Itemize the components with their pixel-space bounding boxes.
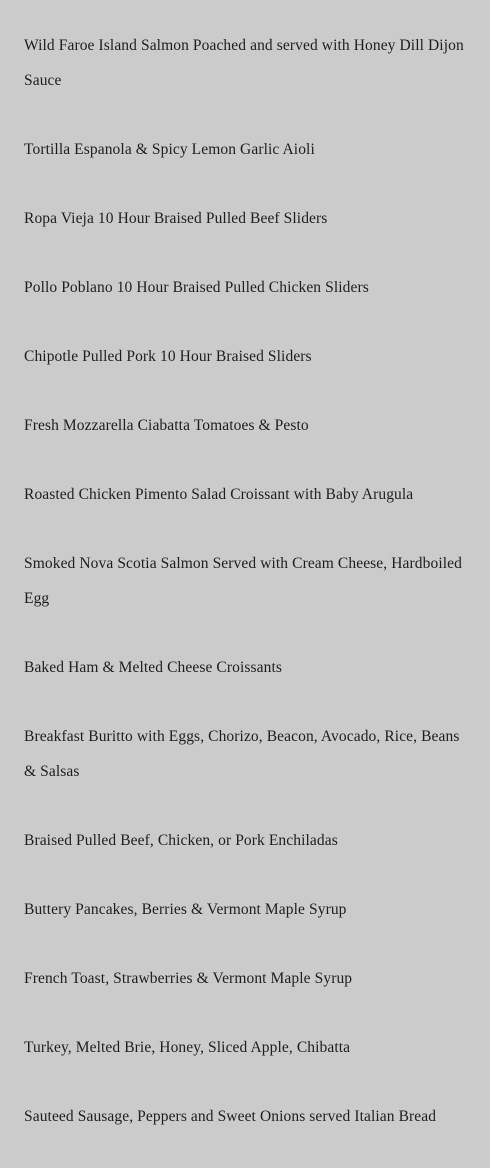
menu-item-mozzarella-ciabatta: Fresh Mozzarella Ciabatta Tomatoes & Pesto xyxy=(24,417,309,434)
menu-item-chipotle-pork-sliders: Chipotle Pulled Pork 10 Hour Braised Sliders xyxy=(24,348,312,365)
menu-item-pollo-poblano-sliders: Pollo Poblano 10 Hour Braised Pulled Chicken Sliders xyxy=(24,279,369,296)
menu-item-smoked-salmon: Smoked Nova Scotia Salmon Served with Cream Cheese, Hardboiled Egg xyxy=(24,555,462,607)
menu-item-pancakes: Buttery Pancakes, Berries & Vermont Maple Syrup xyxy=(24,901,347,918)
menu-item-ham-cheese-croissants: Baked Ham & Melted Cheese Croissants xyxy=(24,659,283,676)
menu-item-ropa-vieja-sliders: Ropa Vieja 10 Hour Braised Pulled Beef Sliders xyxy=(24,210,328,227)
menu-item-salmon-poached: Wild Faroe Island Salmon Poached and served with Honey Dill Dijon Sauce xyxy=(24,37,464,89)
menu-item-chicken-pimento-croissant: Roasted Chicken Pimento Salad Croissant with Baby Arugula xyxy=(24,486,414,503)
menu-list xyxy=(24,28,464,1168)
menu-item-tortilla-espanola: Tortilla Espanola & Spicy Lemon Garlic Aioli xyxy=(24,141,315,158)
menu-item-sausage-peppers: Sauteed Sausage, Peppers and Sweet Onions served Italian Bread xyxy=(24,1108,437,1125)
menu-item-french-toast: French Toast, Strawberries & Vermont Maple Syrup xyxy=(24,970,353,987)
menu-item-enchiladas: Braised Pulled Beef, Chicken, or Pork Enchiladas xyxy=(24,832,338,849)
menu-item-breakfast-burrito: Breakfast Buritto with Eggs, Chorizo, Beacon, Avocado, Rice, Beans & Salsas xyxy=(24,728,460,780)
menu-item-turkey-brie: Turkey, Melted Brie, Honey, Sliced Apple, Chibatta xyxy=(24,1039,351,1056)
